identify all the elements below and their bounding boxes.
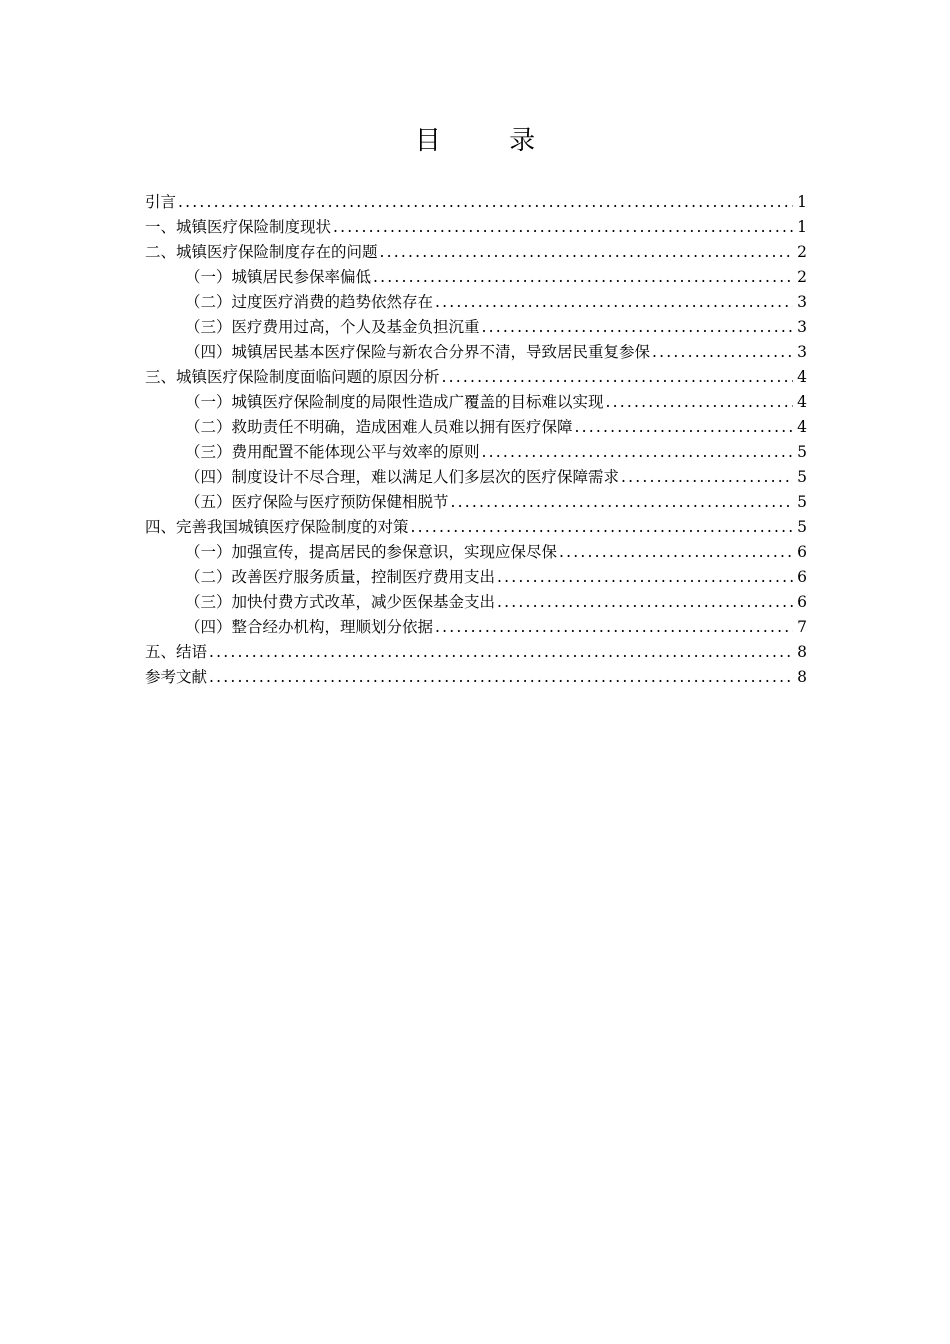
toc-entry[interactable] <box>145 365 807 390</box>
dot-leader <box>435 290 793 315</box>
toc-entry-text: （四）城镇居民基本医疗保险与新农合分界不清，导致居民重复参保 <box>185 343 651 361</box>
toc-entry[interactable] <box>145 190 807 215</box>
toc-entry-text: 二、城镇医疗保险制度存在的问题 <box>145 243 378 261</box>
toc-page-number: 1 <box>797 193 807 211</box>
toc-entry-text: 五、结语 <box>145 643 208 661</box>
toc-entry-text: 三、城镇医疗保险制度面临问题的原因分析 <box>145 368 440 386</box>
toc-page-number: 4 <box>797 393 807 411</box>
dot-leader <box>411 515 793 540</box>
toc-entry-text: 引言 <box>145 193 177 211</box>
toc-entry-text: （二）过度医疗消费的趋势依然存在 <box>185 293 434 311</box>
dot-leader <box>482 440 793 465</box>
toc-entry[interactable] <box>145 265 807 290</box>
toc-entry[interactable] <box>145 665 807 690</box>
toc-entry[interactable] <box>145 215 807 240</box>
toc-page-number: 6 <box>797 543 807 561</box>
toc-entry-text: 一、城镇医疗保险制度现状 <box>145 218 332 236</box>
dot-leader <box>209 640 793 665</box>
dot-leader <box>380 240 793 265</box>
toc-page-number: 8 <box>797 643 807 661</box>
toc-entry-text: （五）医疗保险与医疗预防保健相脱节 <box>185 493 449 511</box>
dot-leader <box>559 540 793 565</box>
toc-page-number: 5 <box>797 468 807 486</box>
dot-leader <box>178 190 793 215</box>
dot-leader <box>435 615 793 640</box>
table-of-contents <box>145 190 807 690</box>
dot-leader <box>497 590 793 615</box>
dot-leader <box>482 315 793 340</box>
toc-entry-text: （一）加强宣传，提高居民的参保意识，实现应保尽保 <box>185 543 558 561</box>
toc-page-number: 5 <box>797 493 807 511</box>
dot-leader <box>575 415 793 440</box>
dot-leader <box>373 265 793 290</box>
toc-page-number: 3 <box>797 293 807 311</box>
dot-leader <box>209 665 793 690</box>
toc-entry-text: （二）救助责任不明确，造成困难人员难以拥有医疗保障 <box>185 418 573 436</box>
toc-page-number: 4 <box>797 368 807 386</box>
toc-page-number: 3 <box>797 343 807 361</box>
dot-leader <box>606 390 793 415</box>
toc-page-number: 2 <box>797 243 807 261</box>
toc-page-number: 2 <box>797 268 807 286</box>
toc-entry[interactable] <box>145 340 807 365</box>
dot-leader <box>451 490 793 515</box>
toc-entry-text: （三）医疗费用过高，个人及基金负担沉重 <box>185 318 480 336</box>
dot-leader <box>442 365 793 390</box>
dot-leader <box>497 565 793 590</box>
toc-entry-text: 四、完善我国城镇医疗保险制度的对策 <box>145 518 409 536</box>
toc-entry[interactable] <box>145 415 807 440</box>
toc-entry-text: （一）城镇医疗保险制度的局限性造成广覆盖的目标难以实现 <box>185 393 604 411</box>
toc-entry-text: （三）加快付费方式改革，减少医保基金支出 <box>185 593 496 611</box>
toc-entry[interactable] <box>145 565 807 590</box>
toc-title: 目 录 <box>414 126 566 156</box>
toc-page-number: 4 <box>797 418 807 436</box>
toc-page-number: 6 <box>797 593 807 611</box>
toc-page-number: 5 <box>797 443 807 461</box>
toc-entry-text: 参考文献 <box>145 668 208 686</box>
toc-entry[interactable] <box>145 515 807 540</box>
toc-entry-text: （二）改善医疗服务质量，控制医疗费用支出 <box>185 568 496 586</box>
toc-entry[interactable] <box>145 490 807 515</box>
toc-entry[interactable] <box>145 390 807 415</box>
toc-page-number: 1 <box>797 218 807 236</box>
toc-entry-text: （一）城镇居民参保率偏低 <box>185 268 372 286</box>
dot-leader <box>652 340 793 365</box>
toc-page-number: 8 <box>797 668 807 686</box>
toc-entry[interactable] <box>145 540 807 565</box>
toc-entry[interactable] <box>145 465 807 490</box>
toc-page-number: 3 <box>797 318 807 336</box>
toc-entry-text: （三）费用配置不能体现公平与效率的原则 <box>185 443 480 461</box>
toc-entry[interactable] <box>145 615 807 640</box>
toc-entry[interactable] <box>145 640 807 665</box>
toc-page-number: 6 <box>797 568 807 586</box>
toc-entry[interactable] <box>145 315 807 340</box>
toc-entry[interactable] <box>145 290 807 315</box>
toc-entry-text: （四）制度设计不尽合理，难以满足人们多层次的医疗保障需求 <box>185 468 620 486</box>
dot-leader <box>621 465 793 490</box>
toc-entry[interactable] <box>145 440 807 465</box>
dot-leader <box>333 215 793 240</box>
toc-page-number: 7 <box>797 618 807 636</box>
toc-entry[interactable] <box>145 590 807 615</box>
toc-entry[interactable] <box>145 240 807 265</box>
toc-page-number: 5 <box>797 518 807 536</box>
toc-entry-text: （四）整合经办机构，理顺划分依据 <box>185 618 434 636</box>
